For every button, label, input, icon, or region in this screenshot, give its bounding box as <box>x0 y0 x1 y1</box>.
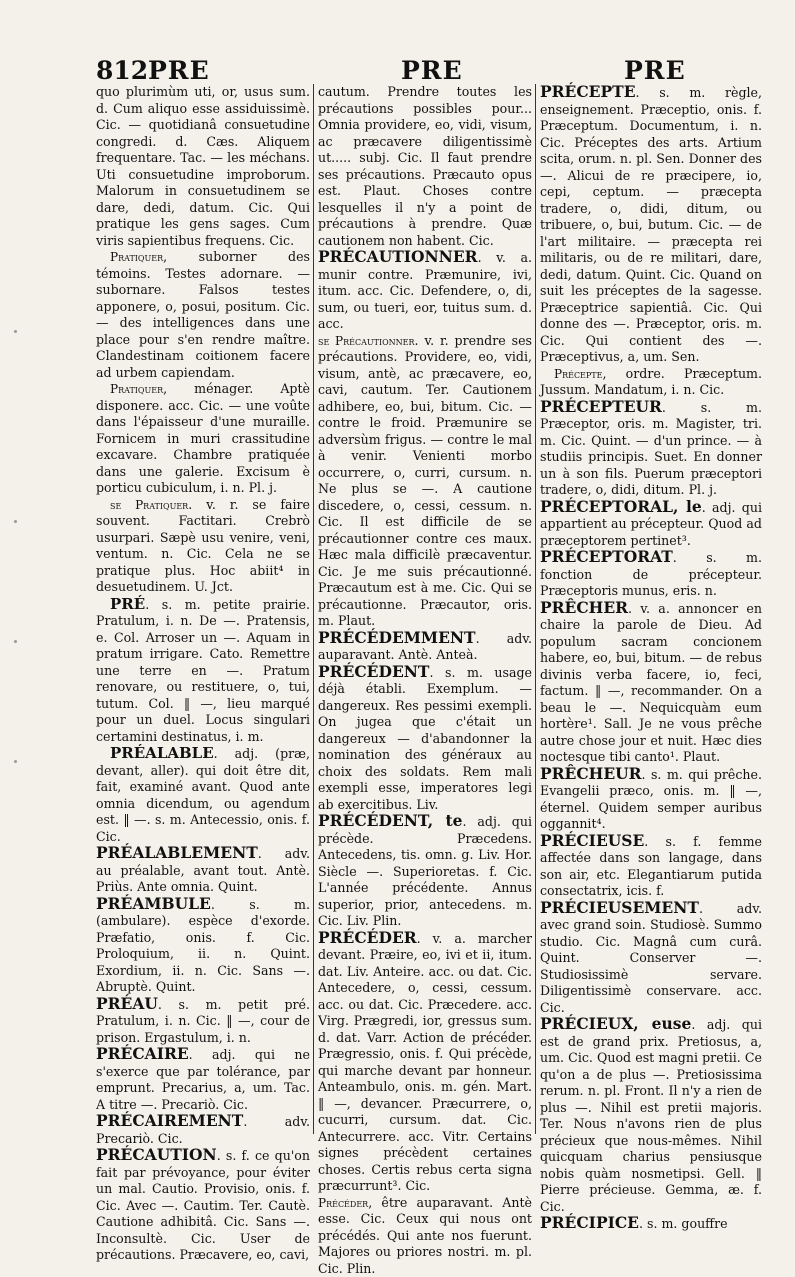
entry-headword: PRÉCÉDENT, te <box>318 811 462 830</box>
entry-text: . s. m. (ambulare). espèce d'exorde. Præfatio, onis. f. Cic. Proloquium, ii. n. Quint. Exordium, ii. n. Cic. Sans —. Abruptè. Quint. <box>96 897 310 995</box>
entry-headword: PRÉCIPICE <box>540 1213 639 1232</box>
entry-text: . s. m. usage déjà établi. Exemplum. — dangereux. Res pessimi exempli. On jugea que c'était un dangereux — d'abandonner la nomination des généraux au choix des soldats. Rem mali exempli esse, imperatores legi ab exercitibus. Liv. <box>318 665 532 812</box>
entry-text: . adj. qui appartient au précepteur. Quod ad præceptorem pertinet³. <box>540 500 762 548</box>
entry-text: . v. r. se faire souvent. Factitari. Crebrò usurpari. Sæpè usu venire, veni, ventum. n. Cic. Cela ne se pratique plus. Hoc abiit⁴ in desuetudinem. U. Jct. <box>96 497 310 595</box>
column-middle <box>318 84 532 1140</box>
entry-text: quo plurimùm uti, or, usus sum. d. Cum aliquo esse assiduissimè. Cic. — quotidianâ consuetudine congredi. d. Cæs. Aliquem frequentare. Tac. — les méchans. Uti consuetudine improborum. Malorum in consuetudinem se dare, dedi, datum. Cic. Qui pratique les gens sages. Cum viris sapientibus frequens. Cic. <box>96 84 310 248</box>
column-right <box>540 84 762 1140</box>
entry-headword: PRÉCAIREMENT <box>96 1111 243 1130</box>
margin-dot <box>14 520 17 523</box>
entry-text: . adj. qui ne s'exerce que par tolérance, par emprunt. Precarius, a, um. Tac. A titre —. Precariò. Cic. <box>96 1047 310 1112</box>
dictionary-entry <box>540 366 762 399</box>
dictionary-entry <box>318 333 532 630</box>
entry-text: . adv. Precariò. Cic. <box>96 1114 310 1146</box>
entry-headword: PRÉALABLE <box>110 744 214 762</box>
dictionary-entry <box>318 813 532 930</box>
column-rule <box>313 84 314 1134</box>
entry-headword: PRÉAU <box>96 994 158 1013</box>
dictionary-entry <box>540 600 762 766</box>
entry-text: . s. m. règle, enseignement. Præceptio, onis. f. Præceptum. Documentum, i. n. Cic. Préceptes des arts. Artium scita, orum. n. pl. Sen. Donner des —. Alicui de re præcipere, io, cepi, ceptum. — præcepta tradere, o, didi, ditum, ou tribuere, o, bui, butum. Cic. — de l'art militaire. — præcepta rei militaris, ou de re militari, dare, dedi, datum. Quint. Cic. Quand on suit les préceptes de la sagesse. Præceptrice sapientiâ. Cic. Qui donne des —. Præceptor, oris. m. Cic. Qui contient des —. Præceptivus, a, um. Sen. <box>540 85 762 364</box>
entry-subheadword: se Précautionner <box>318 334 415 348</box>
entry-headword: PRÉCEPTEUR <box>540 397 662 416</box>
entry-text: . s. m. qui prêche. Evangelii præco, onis. m. ‖ —, éternel. Quidem semper auribus oggannit⁴. <box>540 767 762 832</box>
entry-text: . adj. (præ, devant, aller). qui doit être dit, fait, examiné avant. Quod ante omnia dicendum, ou agendum est. ‖ —. s. m. Antecessio, onis. f. Cic. <box>96 746 310 844</box>
entry-text: . v. a. marcher devant. Præire, eo, ivi et ii, itum. dat. Liv. Anteire. acc. ou dat. Cic. Antecedere, o, cessi, cessum. acc. ou dat. Cic. Præcedere. acc. Virg. Prægredi, ior, gressus sum. d. dat. Varr. Action de précéder. Prægressio, onis. f. Qui précède, qui marche devant par honneur. Anteambulo, onis. m. gén. Mart. ‖ —, devancer. Præcurrere, o, cucurri, cursum. dat. Cic. Antecurrere. acc. Vitr. Certains signes précèdent certaines choses. Certis rebus certa signa præcurrunt³. Cic. <box>318 931 532 1194</box>
dictionary-entry <box>318 930 532 1195</box>
entry-headword: PRÉCEPTORAL, le <box>540 497 702 516</box>
column-left <box>96 84 310 1140</box>
entry-text: . adj. qui est de grand prix. Pretiosus, a, um. Cic. Quod est magni pretii. Ce qu'on a de plus —. Pretiosissima rerum. n. pl. Front. Il n'y a rien de plus —. Nihil est pretii majoris. Ter. Nous n'avons rien de plus précieux que nous-mêmes. Nihil quicquam charius pensiusque nobis quàm nosmetipsi. Gell. ‖ Pierre précieuse. Gemma, æ. f. Cic. <box>540 1017 762 1214</box>
entry-subheadword: Pratiquer <box>110 382 163 396</box>
dictionary-entry <box>318 630 532 664</box>
entry-headword: PRÉALABLEMENT <box>96 843 258 862</box>
dictionary-entry <box>318 84 532 249</box>
entry-text: . s. f. femme affectée dans son langage, dans son air, etc. Elegantiarum putida consectatrix, icis. f. <box>540 834 762 899</box>
page-number: 812 <box>96 56 148 85</box>
guide-word-center: PRE <box>401 56 463 85</box>
margin-dot <box>14 760 17 763</box>
entry-text: cautum. Prendre toutes les précautions possibles pour... Omnia providere, eo, vidi, visum, ac præcavere diligentissimè ut..... subj. Cic. Il faut prendre ses précautions. Præcauto opus est. Plaut. Choses contre lesquelles il n'y a point de précautions à prendre. Quæ cautionem non habent. Cic. <box>318 84 532 248</box>
dictionary-entry <box>540 84 762 366</box>
entry-headword: PRÉCEPTE <box>540 82 636 101</box>
entry-text: , être auparavant. Antè esse. Cic. Ceux qui nous ont précédés. Qui ante nos fuerunt. Majores ou priores nostri. m. pl. Cic. Plin. <box>318 1195 532 1276</box>
guide-word-left: PRE <box>148 56 210 85</box>
entry-headword: PRÉCAIRE <box>96 1044 189 1063</box>
dictionary-entry <box>96 745 310 845</box>
dictionary-entry <box>540 1215 762 1233</box>
entry-headword: PRÉAMBULE <box>96 894 211 913</box>
entry-text: . s. m. petite prairie. Pratulum, i. n. De —. Pratensis, e. Col. Arroser un —. Aquam in pratum irrigare. Cato. Remettre une terre en —. Pratum renovare, ou restituere, o, tui, tutum. Col. ‖ —, lieu marqué pour un duel. Locus singulari certamini destinatus, i. m. <box>96 597 310 744</box>
entry-text: . s. m. fonction de précepteur. Præceptoris munus, eris. n. <box>540 550 762 598</box>
dictionary-entry <box>96 596 310 746</box>
entry-text: . v. r. prendre ses précautions. Providere, eo, vidi, visum, antè, ac præcavere, eo, cavi, cautum. Ter. Cautionem adhibere, eo, bui, bitum. Cic. — contre le froid. Præmunire se adversùm frigus. — contre le mal à venir. Venienti morbo occurrere, o, curri, cursum. n. Ne plus se —. A cautione discedere, o, cessi, cessum. n. Cic. Il est difficile de se précautionner contre ces maux. Hæc mala difficilè præcaventur. Cic. Je me suis précautionné. Præcautum est à me. Cic. Qui se précautionne. Præcautor, oris. m. Plaut. <box>318 333 532 629</box>
dictionary-entry <box>540 833 762 900</box>
entry-headword: PRÉCAUTIONNER <box>318 247 478 266</box>
entry-text: . adj. qui précède. Præcedens. Antecedens, tis. omn. g. Liv. Hor. Siècle —. Superioretas. f. Cic. L'année précédente. Annus superior, prior, antecedens. m. Cic. Liv. Plin. <box>318 814 532 928</box>
dictionary-entry <box>96 249 310 381</box>
dictionary-entry <box>96 896 310 996</box>
entry-headword: PRÉCEPTORAT <box>540 547 673 566</box>
entry-headword: PRÊCHER <box>540 598 628 617</box>
entry-text: . v. a. munir contre. Præmunire, ivi, itum. acc. Cic. Defendere, o, di, sum, ou tueri, eor, tuitus sum. d. acc. <box>318 250 532 331</box>
entry-text: . s. m. petit pré. Pratulum, i. n. Cic. ‖ —, cour de prison. Ergastulum, i. n. <box>96 997 310 1045</box>
entry-text: , ordre. Præceptum. Jussum. Mandatum, i. n. Cic. <box>540 366 762 398</box>
entry-headword: PRÉCÉDER <box>318 928 417 947</box>
entry-text: , suborner des témoins. Testes adornare. — subornare. Falsos testes apponere, o, posui, positum. Cic. — des intelligences dans une place pour s'en rendre maître. Clandestinam coitionem facere ad urbem capiendam. <box>96 249 310 380</box>
entry-subheadword: se Pratiquer <box>110 498 188 512</box>
entry-text: . v. a. annoncer en chaire la parole de Dieu. Ad populum sacram concionem habere, eo, bui, bitum. — de rebus divinis verba facere, io, feci, factum. ‖ —, recommander. On a beau le —. Nequicquàm eum hortère¹. Sall. Je ne vous prêche autre chose jour et nuit. Hæc dies noctesque tibi canto¹. Plaut. <box>540 601 762 765</box>
entry-text: . s. f. ce qu'on fait par prévoyance, pour éviter un mal. Cautio. Provisio, onis. f. Cic. Avec —. Cautim. Ter. Cautè. Cautione adhibitâ. Cic. Sans —. Inconsultè. Cic. User de précautions. Præcavere, eo, cavi, <box>96 1148 310 1262</box>
running-header <box>96 56 766 84</box>
dictionary-entry <box>540 1016 762 1215</box>
entry-headword: PRÉCIEUSE <box>540 831 644 850</box>
entry-subheadword: Précepte <box>554 367 602 381</box>
entry-text: . s. m. Præceptor, oris. m. Magister, tri. m. Cic. Quint. — d'un prince. — à studiis principis. Suet. En donner un à son fils. Puerum præceptori tradere, o, didi, ditum. Pl. j. <box>540 400 762 498</box>
dictionary-entry <box>96 381 310 497</box>
dictionary-entry <box>96 1113 310 1147</box>
dictionary-entry <box>96 1046 310 1113</box>
dictionary-entry <box>96 845 310 896</box>
dictionary-entry <box>540 549 762 600</box>
guide-word-right: PRE <box>624 56 686 85</box>
entry-headword: PRÉCIEUSEMENT <box>540 898 699 917</box>
entry-text: . adv. auparavant. Antè. Anteà. <box>318 631 532 663</box>
dictionary-entry <box>318 1195 532 1277</box>
entry-headword: PRÉCÉDENT <box>318 662 429 681</box>
entry-headword: PRÉCAUTION <box>96 1145 217 1164</box>
dictionary-entry <box>96 996 310 1047</box>
dictionary-entry <box>540 900 762 1017</box>
dictionary-entry <box>318 249 532 333</box>
dictionary-entry <box>540 766 762 833</box>
entry-text: . adv. avec grand soin. Studiosè. Summo studio. Cic. Magnâ cum curâ. Quint. Conserver —. Studiosissimè servare. Diligentissimè conservare. acc. Cic. <box>540 901 762 1015</box>
dictionary-entry <box>540 399 762 499</box>
entry-headword: PRÉCÉDEMMENT <box>318 628 476 647</box>
dictionary-entry <box>96 497 310 596</box>
dictionary-entry <box>96 1147 310 1264</box>
dictionary-entry <box>96 84 310 249</box>
entry-text: , ménager. Aptè disponere. acc. Cic. — une voûte dans l'épaisseur d'une muraille. Fornicem in muri crassitudine excavare. Chambre pratiquée dans une galerie. Excisum è porticu cubiculum, i. n. Pl. j. <box>96 381 310 495</box>
dictionary-entry <box>540 499 762 550</box>
margin-dot <box>14 640 17 643</box>
entry-text: . s. m. gouffre <box>639 1216 728 1231</box>
entry-headword: PRÊCHEUR <box>540 764 642 783</box>
entry-subheadword: Précéder <box>318 1196 368 1210</box>
entry-subheadword: Pratiquer <box>110 250 163 264</box>
margin-dot <box>14 330 17 333</box>
entry-text: . adv. au préalable, avant tout. Antè. Priùs. Ante omnia. Quint. <box>96 846 310 894</box>
entry-headword: PRÉCIEUX, euse <box>540 1014 691 1033</box>
column-rule <box>535 84 536 1134</box>
dictionary-entry <box>318 664 532 814</box>
entry-headword: PRÉ <box>110 595 145 613</box>
